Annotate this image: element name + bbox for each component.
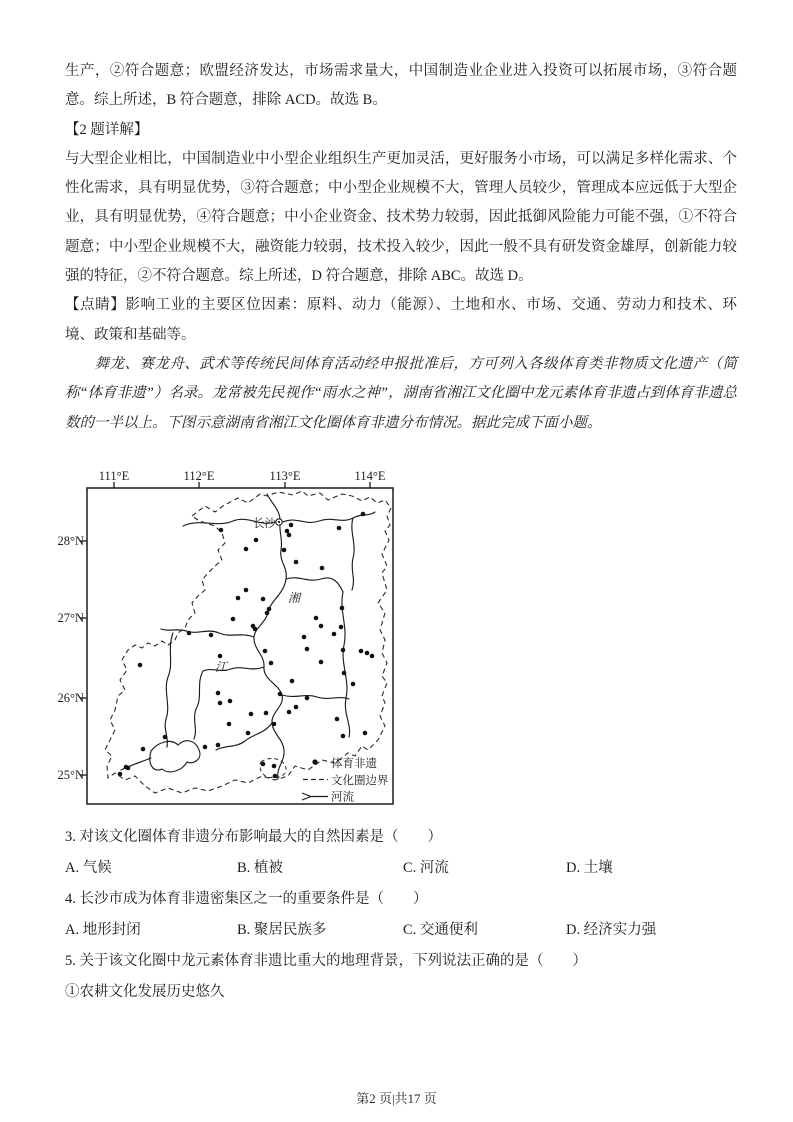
question-3-option-b: B. 植被 bbox=[237, 860, 283, 876]
y-axis-label-28n: 28°N bbox=[57, 534, 84, 548]
heritage-point bbox=[342, 671, 347, 676]
paragraph-reading-passage: 舞龙、赛龙舟、武术等传统民间体育活动经申报批准后，方可列入各级体育类非物质文化遗产（简称“体育非遗”）名录。龙常被先民视作“雨水之神”，湖南省湘江文化圈中龙元素体育非遗占到体育非遗总数的一半以上。下图示意湖南省湘江文化圈体育非遗分布情况。据此完成下面小题。 bbox=[65, 355, 737, 431]
river-label-xiang: 湘 bbox=[288, 591, 301, 605]
question-4-option-a: A. 地形封闭 bbox=[65, 922, 141, 938]
paragraph-key-point: 【点睛】影响工业的主要区位因素：原料、动力（能源）、土地和水、市场、交通、劳动力和技术、环境、政策和基础等。 bbox=[65, 297, 737, 343]
heritage-point bbox=[302, 635, 307, 640]
heritage-point bbox=[163, 735, 168, 740]
legend-dot-label: 体育非遗 bbox=[331, 758, 377, 770]
heritage-point bbox=[305, 647, 310, 652]
x-axis-label-112e: 112°E bbox=[183, 469, 215, 483]
x-axis-label-111e: 111°E bbox=[98, 469, 130, 483]
heritage-point bbox=[290, 679, 295, 684]
question-3-stem: 3. 对该文化圈体育非遗分布影响最大的自然因素是（ ） bbox=[65, 829, 442, 845]
legend-dashed-label: 文化圈边界 bbox=[331, 775, 389, 787]
heritage-point bbox=[269, 661, 274, 666]
heritage-point bbox=[287, 710, 292, 715]
legend-dot-icon bbox=[312, 759, 317, 764]
heritage-point bbox=[244, 547, 249, 552]
x-axis-label-114e: 114°E bbox=[354, 469, 386, 483]
heritage-point bbox=[332, 632, 337, 637]
heritage-point bbox=[267, 607, 272, 612]
river-path-southwest-branch bbox=[194, 671, 203, 739]
heritage-point bbox=[337, 526, 342, 531]
heritage-point bbox=[341, 648, 346, 653]
heritage-point bbox=[227, 722, 232, 727]
heritage-point bbox=[264, 711, 269, 716]
heritage-point bbox=[141, 747, 146, 752]
heading-question-2-explanation: 【2 题详解】 bbox=[65, 121, 149, 138]
answer-text-block bbox=[65, 57, 737, 438]
heritage-point bbox=[246, 731, 251, 736]
heritage-point bbox=[305, 696, 310, 701]
page-footer: 第2 页|共17 页 bbox=[356, 1091, 437, 1106]
heritage-point bbox=[359, 649, 364, 654]
heritage-point bbox=[253, 627, 258, 632]
heritage-point bbox=[370, 654, 375, 659]
heritage-point bbox=[282, 548, 287, 553]
question-3-option-c: C. 河流 bbox=[403, 860, 449, 876]
city-label-changsha: 长沙 bbox=[253, 518, 276, 530]
heritage-point bbox=[294, 705, 299, 710]
question-5-stem: 5. 关于该文化圈中龙元素体育非遗比重大的地理背景，下列说法正确的是（ ） bbox=[65, 953, 587, 969]
heritage-point bbox=[126, 766, 131, 771]
map-svg bbox=[55, 466, 400, 818]
heritage-point bbox=[218, 701, 223, 706]
heritage-point bbox=[265, 611, 270, 616]
river-path-south-link bbox=[282, 695, 349, 699]
heritage-point bbox=[287, 533, 292, 538]
heritage-point bbox=[254, 538, 259, 543]
heritage-point bbox=[187, 631, 192, 636]
heritage-point bbox=[231, 617, 236, 622]
heritage-point bbox=[216, 743, 221, 748]
heritage-point bbox=[341, 734, 346, 739]
heritage-point bbox=[203, 745, 208, 750]
question-4-stem: 4. 长沙市成为体育非遗密集区之一的重要条件是（ ） bbox=[65, 891, 428, 907]
heritage-point bbox=[289, 523, 294, 528]
heritage-point bbox=[273, 774, 278, 779]
heritage-point bbox=[118, 772, 123, 777]
river-path-central-west bbox=[203, 667, 264, 671]
city-marker-changsha bbox=[276, 519, 282, 525]
heritage-point bbox=[339, 625, 344, 630]
heritage-point bbox=[272, 764, 277, 769]
question-3-option-a: A. 气候 bbox=[65, 860, 112, 876]
heritage-point bbox=[319, 660, 324, 665]
heritage-point bbox=[314, 616, 319, 621]
heritage-point bbox=[249, 712, 254, 717]
heritage-point bbox=[216, 691, 221, 696]
heritage-point bbox=[272, 722, 277, 727]
river-path-west-tributary bbox=[161, 629, 254, 637]
heritage-point bbox=[365, 651, 370, 656]
river-path-xiang-main bbox=[254, 494, 286, 779]
lake-outline bbox=[150, 741, 200, 772]
questions-block bbox=[65, 822, 737, 1008]
question-4-option-d: D. 经济实力强 bbox=[566, 922, 657, 938]
legend-river-label: 河流 bbox=[331, 791, 354, 804]
question-3-option-d: D. 土壤 bbox=[566, 860, 613, 876]
river-path-east-link bbox=[286, 578, 343, 592]
culture-boundary-path bbox=[105, 491, 391, 793]
paragraph-answer-2: 与大型企业相比，中国制造业中小型企业组织生产更加灵活，更好服务小市场，可以满足多样化需求、个性化需求，具有明显优势，③符合题意；中小型企业规模不大，管理人员较少，管理成本应远低于大型企业，具有明显优势，④符合题意；中小企业资金、技术势力较弱，因此抵御风险能力可能不强，①不符合题意；中小型企业规模不大，融资能力较弱，技术投入较少，因此一般不具有研发资金雄厚，创新能力较强的特征，②不符合题意。综上所述，D 符合题意，排除 ABC。故选 D。 bbox=[65, 150, 737, 285]
river-path-east-long bbox=[342, 592, 350, 737]
heritage-point bbox=[335, 717, 340, 722]
river-path-west-vertical bbox=[165, 633, 173, 747]
heritage-point bbox=[294, 560, 299, 565]
question-5-item-1: ①农耕文化发展历史悠久 bbox=[65, 984, 225, 1000]
heritage-point bbox=[228, 699, 233, 704]
question-4-options bbox=[65, 915, 737, 946]
heritage-point bbox=[361, 512, 366, 517]
heritage-point bbox=[219, 528, 224, 533]
river-path-south-west bbox=[216, 723, 272, 750]
map-legend bbox=[302, 756, 389, 804]
y-axis-label-27n: 27°N bbox=[57, 611, 84, 625]
axis-ticks bbox=[80, 482, 370, 775]
heritage-point bbox=[363, 731, 368, 736]
heritage-point bbox=[261, 762, 266, 767]
x-axis-label-113e: 113°E bbox=[269, 469, 301, 483]
heritage-point bbox=[263, 649, 268, 654]
heritage-point bbox=[236, 596, 241, 601]
paragraph-answer-1: 生产，②符合题意；欧盟经济发达，市场需求量大，中国制造业企业进入投资可以拓展市场，③符合题意。综上所述，B 符合题意，排除 ACD。故选 B。 bbox=[65, 63, 737, 109]
heritage-point bbox=[340, 606, 345, 611]
question-3-options bbox=[65, 853, 737, 884]
heritage-point bbox=[351, 682, 356, 687]
question-4-option-b: B. 聚居民族多 bbox=[237, 922, 327, 938]
river-label-jiang: 江 bbox=[215, 660, 228, 674]
heritage-point bbox=[278, 692, 283, 697]
river-network bbox=[121, 494, 375, 779]
legend-river-icon bbox=[302, 793, 328, 800]
heritage-point bbox=[319, 624, 324, 629]
heritage-point bbox=[209, 633, 214, 638]
y-axis-label-25n: 25°N bbox=[57, 768, 84, 782]
question-4-option-c: C. 交通便利 bbox=[403, 922, 478, 938]
heritage-point bbox=[261, 597, 266, 602]
heritage-point bbox=[138, 663, 143, 668]
heritage-point bbox=[285, 529, 290, 534]
heritage-point bbox=[218, 654, 223, 659]
heritage-point bbox=[320, 566, 325, 571]
y-axis-label-26n: 26°N bbox=[57, 691, 84, 705]
river-path-ne-branch bbox=[352, 518, 354, 590]
hunan-xiangjiang-map-figure bbox=[55, 466, 400, 818]
heritage-point bbox=[244, 588, 249, 593]
